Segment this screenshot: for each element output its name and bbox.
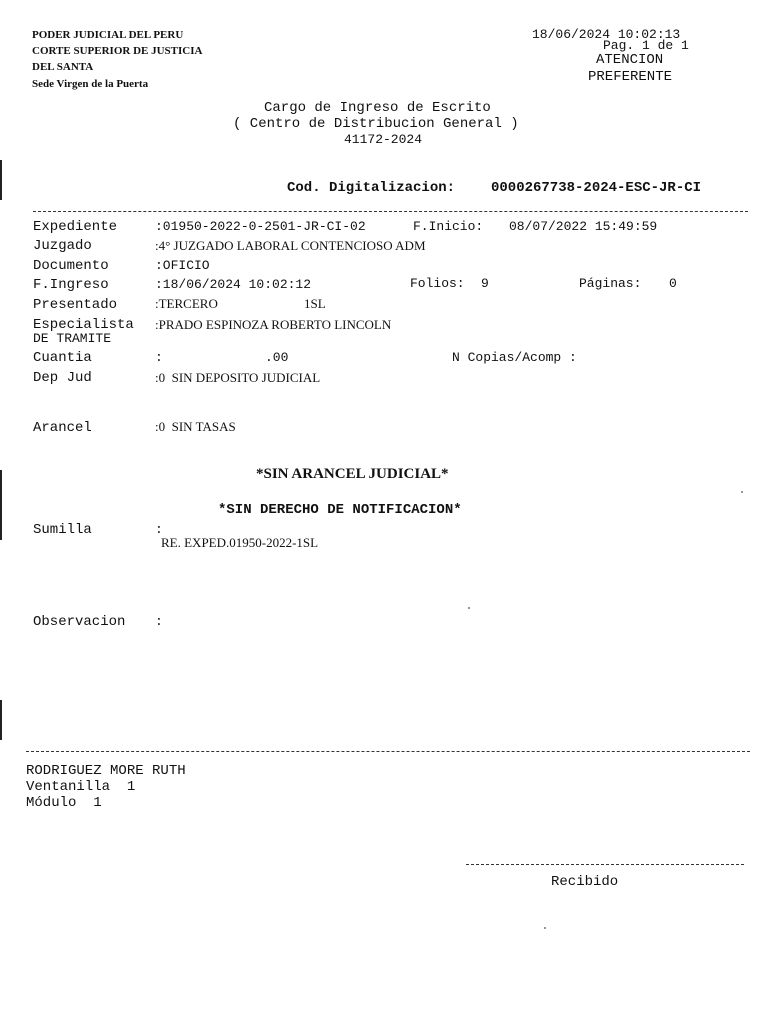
scan-edge-mark-3 — [0, 700, 2, 740]
presentado-label: Presentado — [33, 297, 118, 313]
juzgado-value: :4° JUZGADO LABORAL CONTENCIOSO ADM — [155, 238, 426, 253]
observacion-label: Observacion — [33, 614, 126, 630]
dep-jud-value: :0 SIN DEPOSITO JUDICIAL — [155, 370, 321, 385]
presentado-value: :TERCERO — [155, 296, 218, 311]
sumilla-label: Sumilla — [33, 522, 92, 538]
org-line-3: DEL SANTA — [32, 61, 94, 73]
especialista-sublabel: DE TRAMITE — [33, 331, 112, 346]
paginas-value: 0 — [669, 276, 677, 291]
paginas-label: Páginas: — [579, 276, 642, 291]
sumilla-value: RE. EXPED.01950-2022-1SL — [161, 535, 319, 550]
org-line-1: PODER JUDICIAL DEL PERU — [32, 29, 184, 41]
expediente-value: :01950-2022-0-2501-JR-CI-02 — [155, 219, 366, 234]
page-indicator: Pag. 1 de 1 — [603, 38, 689, 53]
documento-value: :OFICIO — [155, 258, 210, 273]
scan-speck-3 — [544, 927, 546, 929]
cuantia-colon: : — [155, 350, 163, 365]
notice-no-notification: *SIN DERECHO DE NOTIFICACION* — [218, 502, 462, 518]
modulo: Módulo 1 — [26, 795, 102, 811]
cuantia-value: .00 — [265, 350, 289, 365]
ventanilla: Ventanilla 1 — [26, 779, 136, 795]
title-line-1: Cargo de Ingreso de Escrito — [264, 100, 491, 116]
title-line-2: ( Centro de Distribucion General ) — [233, 116, 519, 132]
scan-speck-1 — [741, 491, 743, 493]
presentado-extra: 1SL — [304, 296, 326, 311]
attention-line-2: PREFERENTE — [588, 69, 673, 85]
notice-no-fee: *SIN ARANCEL JUDICIAL* — [256, 466, 449, 482]
expediente-label: Expediente — [33, 219, 118, 235]
arancel-label: Arancel — [33, 420, 92, 436]
copias-label: N Copias/Acomp : — [452, 350, 577, 365]
f-ingreso-value: :18/06/2024 10:02:12 — [155, 277, 312, 292]
recibido-label: Recibido — [551, 874, 619, 890]
cuantia-label: Cuantia — [33, 350, 92, 366]
folios-value: 9 — [481, 276, 489, 291]
separator-bottom — [26, 751, 750, 752]
f-inicio-label: F.Inicio: — [413, 219, 484, 234]
juzgado-label: Juzgado — [33, 238, 92, 254]
print-datetime: 18/06/2024 10:02:13 — [532, 27, 681, 42]
scan-edge-mark-2 — [0, 470, 2, 540]
org-line-4: Sede Virgen de la Puerta — [32, 78, 149, 90]
org-line-2: CORTE SUPERIOR DE JUSTICIA — [32, 45, 203, 57]
separator-top — [33, 211, 748, 212]
sumilla-colon: : — [155, 522, 163, 537]
title-line-3: 41172-2024 — [344, 132, 423, 147]
arancel-value: :0 SIN TASAS — [155, 419, 236, 434]
signature-line — [466, 864, 744, 865]
especialista-label: Especialista — [33, 317, 134, 333]
staff-name: RODRIGUEZ MORE RUTH — [26, 763, 186, 779]
especialista-value: :PRADO ESPINOZA ROBERTO LINCOLN — [155, 317, 392, 332]
f-inicio-value: 08/07/2022 15:49:59 — [509, 219, 658, 234]
documento-label: Documento — [33, 258, 109, 274]
observacion-colon: : — [155, 614, 163, 629]
scan-speck-2 — [468, 607, 470, 609]
dep-jud-label: Dep Jud — [33, 370, 92, 386]
f-ingreso-label: F.Ingreso — [33, 277, 109, 293]
digitalization-label: Cod. Digitalizacion: — [287, 180, 456, 196]
folios-label: Folios: — [410, 276, 465, 291]
scan-edge-mark-1 — [0, 160, 2, 200]
attention-line-1: ATENCION — [596, 52, 664, 68]
digitalization-value: 0000267738-2024-ESC-JR-CI — [491, 180, 702, 196]
